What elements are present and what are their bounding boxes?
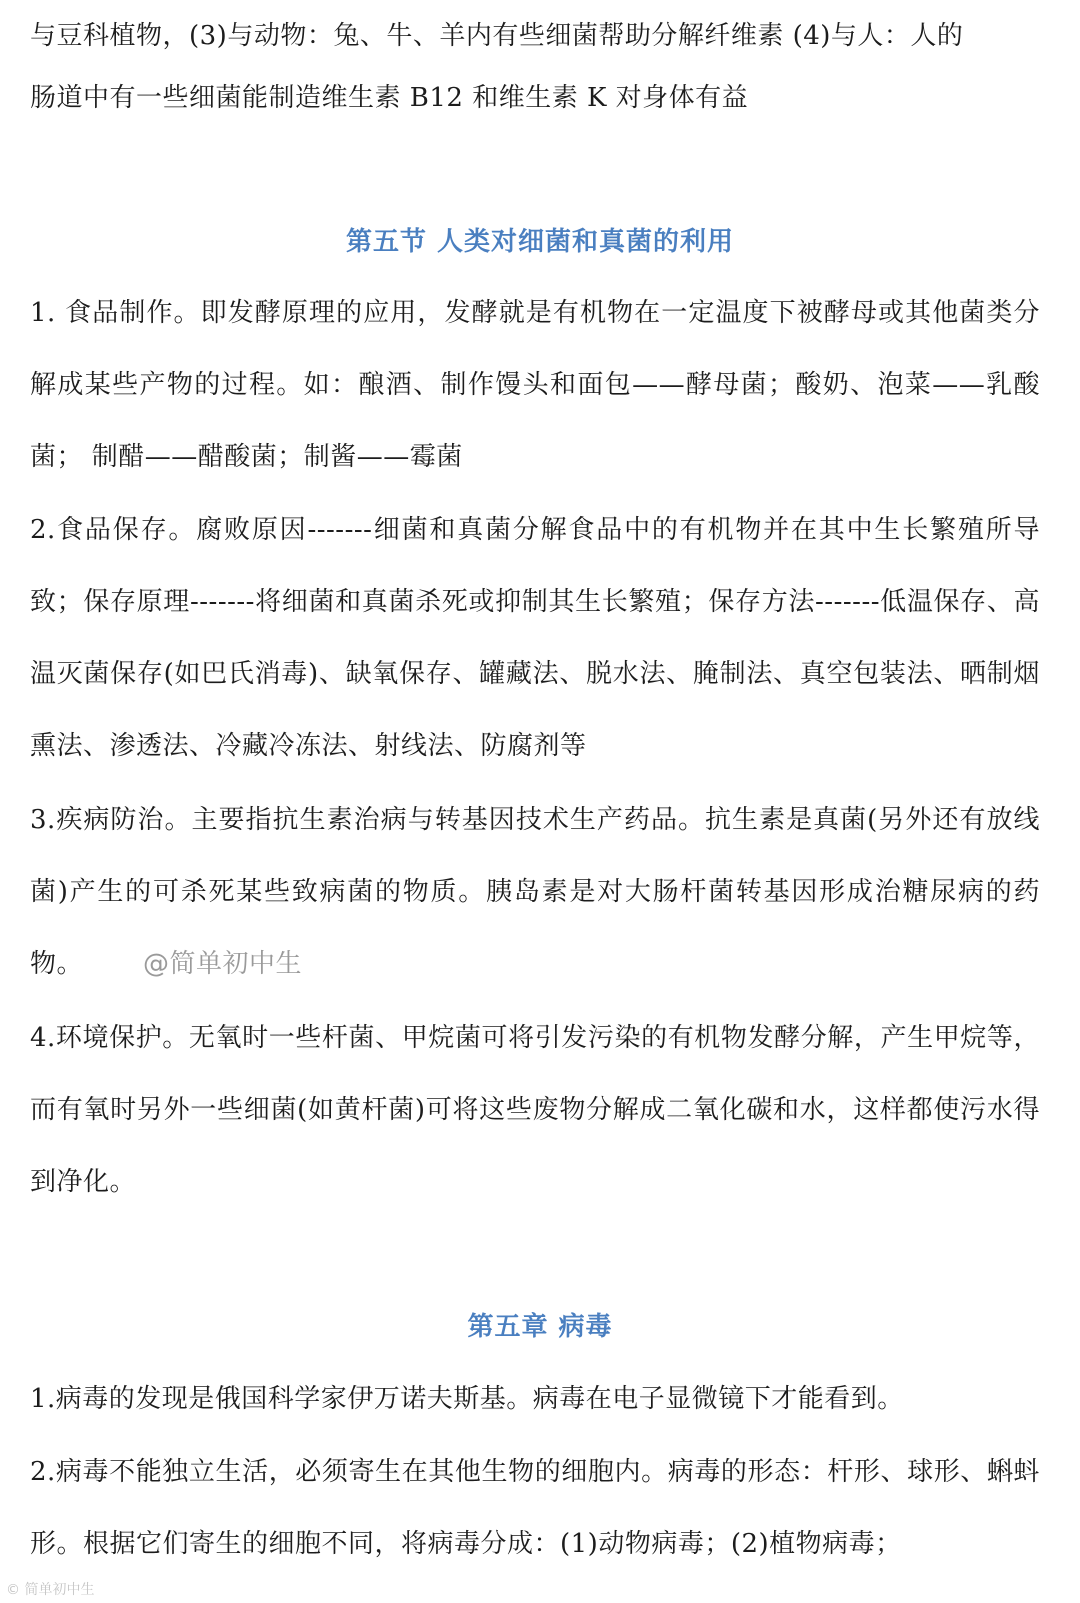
bottom-watermark: © 简单初中生 [6,1582,95,1598]
watermark-text: @简单初中生 [143,949,303,979]
item3-text: 3.疾病防治。主要指抗生素治病与转基因技术生产药品。抗生素是真菌(另外还有放线菌)产生的可杀死某些致病菌的物质。胰岛素是对大肠杆菌转基因形成治糖尿病的药物。 [30,805,1040,979]
section-item-disease-prevention [30,784,1040,1000]
section-item-food-production: 1. 食品制作。即发酵原理的应用，发酵就是有机物在一定温度下被酵母或其他菌类分解成某些产物的过程。如：酿酒、制作馒头和面包——酵母菌；酸奶、泡菜——乳酸菌； 制醋——醋酸菌；制酱——霉菌 [30,298,1040,472]
chapter-item-virus-discovery: 1.病毒的发现是俄国科学家伊万诺夫斯基。病毒在电子显微镜下才能看到。 [30,1384,904,1414]
chapter-title: 第五章 病毒 [467,1312,613,1342]
intro-line-2: 肠道中有一些细菌能制造维生素 B12 和维生素 K 对身体有益 [30,83,749,113]
chapter-item-virus-parasitism: 2.病毒不能独立生活，必须寄生在其他生物的细胞内。病毒的形态：杆形、球形、蝌蚪形。根据它们寄生的细胞不同，将病毒分成：(1)动物病毒；(2)植物病毒； [30,1457,1040,1559]
section-title: 第五节 人类对细菌和真菌的利用 [345,227,735,257]
section-item-food-preservation: 2.食品保存。腐败原因-------细菌和真菌分解食品中的有机物并在其中生长繁殖所导致；保存原理-------将细菌和真菌杀死或抑制其生长繁殖；保存方法-------低温保存、高温灭菌保存(如巴氏消毒)、缺氧保存、罐藏法、脱水法、腌制法、真空包装法、晒制烟熏法、渗透法、冷藏冷冻法、射线法、防腐剂等 [30,515,1040,761]
section-item-environment: 4.环境保护。无氧时一些杆菌、甲烷菌可将引发污染的有机物发酵分解，产生甲烷等，而有氧时另外一些细菌(如黄杆菌)可将这些废物分解成二氧化碳和水，这样都使污水得到净化。 [30,1023,1040,1197]
intro-line-1: 与豆科植物，(3)与动物：兔、牛、羊内有些细菌帮助分解纤维素 (4)与人：人的 [30,21,964,51]
